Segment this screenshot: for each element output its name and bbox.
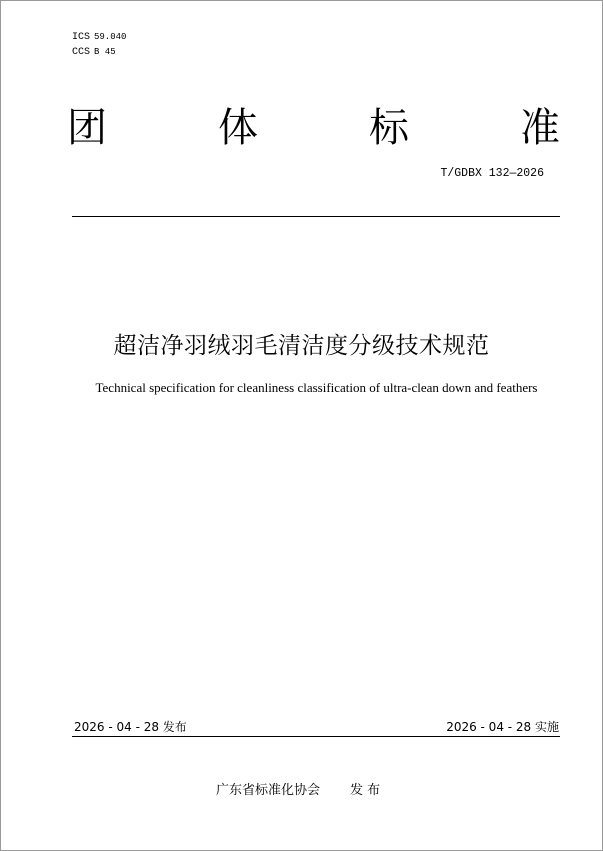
bottom-divider <box>72 736 560 737</box>
ics-label: ICS <box>72 32 91 43</box>
publisher-line <box>216 779 380 798</box>
standard-type-char: 准 <box>520 105 560 151</box>
standard-type-char: 标 <box>369 105 409 151</box>
standard-type-char: 体 <box>218 105 258 151</box>
english-title: Technical specification for cleanliness classification of ultra-clean down and feathers <box>95 380 538 395</box>
top-divider <box>72 216 560 217</box>
ccs-value: B 45 <box>94 47 116 57</box>
ccs-code-row <box>72 45 126 60</box>
ics-code-row <box>72 30 126 45</box>
publisher-name: 广东省标准化协会 <box>216 783 321 798</box>
ics-value: 59.040 <box>94 32 127 42</box>
standard-type-heading <box>67 103 560 153</box>
classification-codes <box>72 30 126 60</box>
issue-date: 2026 - 04 - 28 发布 <box>74 720 187 734</box>
ccs-label: CCS <box>72 47 91 58</box>
publish-word: 发 布 <box>350 783 381 798</box>
standard-number: T/GDBX 132—2026 <box>440 167 544 180</box>
standard-type-char: 团 <box>67 105 107 151</box>
chinese-title: 超洁净羽绒羽毛清洁度分级技术规范 <box>113 333 490 359</box>
implementation-date: 2026 - 04 - 28 实施 <box>446 720 559 734</box>
